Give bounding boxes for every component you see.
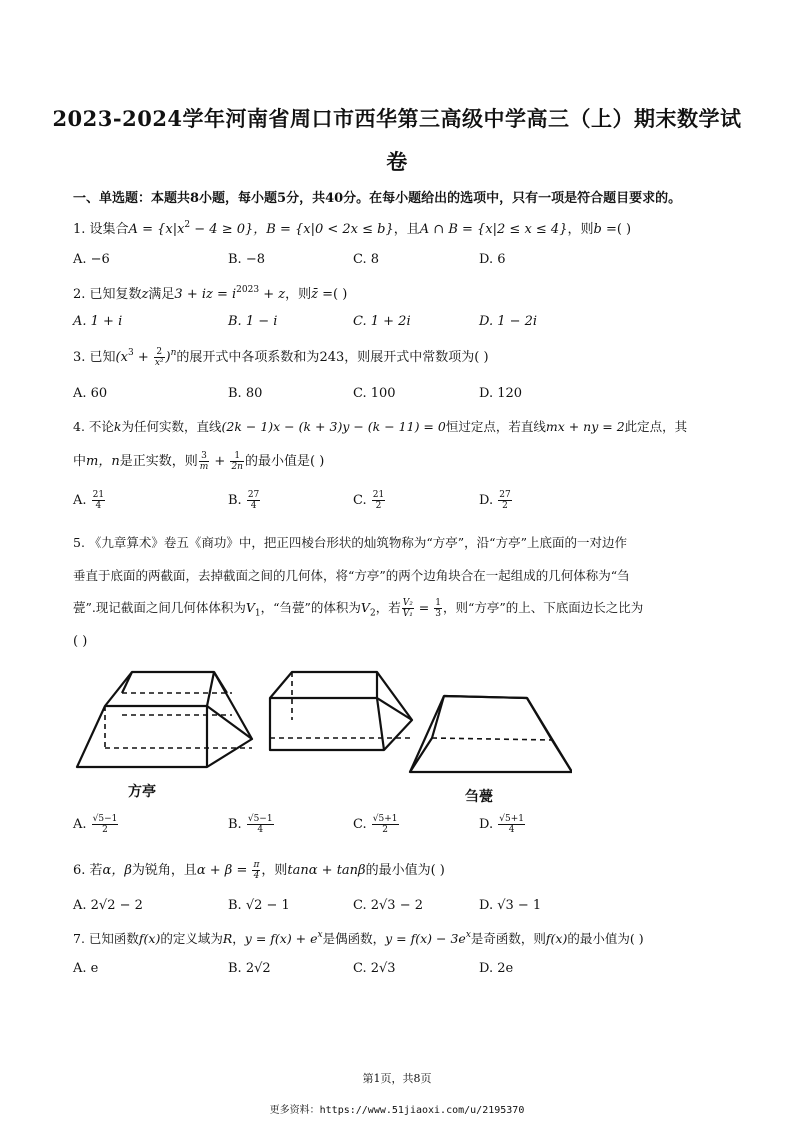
q5-ratio-den: V₁ — [402, 609, 413, 619]
q4-option-c-label: C. — [353, 493, 367, 508]
section-heading: 一、单选题：本题共8小题，每小题5分，共40分。在每小题给出的选项中，只有一项是符合题目要求的。 — [73, 191, 682, 206]
q6-mid: 为锐角，且 — [131, 863, 197, 878]
q4-text-c: 此定点，其 — [624, 419, 688, 434]
fig-caption-chumeng: 刍甍 — [465, 789, 493, 805]
q4-option-a-num: 21 — [92, 490, 105, 500]
question-5-line3 — [73, 598, 643, 619]
q4-mn: m，n — [86, 454, 120, 469]
q7-text-c: 是偶函数， — [322, 931, 386, 946]
q5-option-b-num: √5−1 — [247, 814, 273, 824]
q3-option-b: B. 80 — [228, 386, 263, 401]
q1-option-a: A. −6 — [73, 252, 110, 267]
q2-option-a: A. 1 + i — [73, 314, 123, 329]
q5-option-c — [353, 814, 400, 835]
q5-option-b-den: 4 — [257, 825, 264, 835]
q1-option-d: D. 6 — [479, 252, 506, 267]
q6-eq: α + β = — [196, 863, 252, 878]
q6-option-d: D. √3 − 1 — [479, 898, 542, 913]
q4-frac1 — [199, 451, 210, 472]
q7-e2: y = f(x) − 3e — [385, 931, 466, 946]
q7-e1: y = f(x) + e — [244, 931, 318, 946]
q5-ratio-num: V₂ — [402, 598, 413, 608]
question-6 — [73, 859, 445, 881]
q4-option-b-den: 4 — [250, 501, 257, 511]
q5-option-c-num: √5+1 — [372, 814, 398, 824]
question-3 — [73, 346, 489, 368]
q5-r-den: 3 — [435, 609, 441, 619]
q2-exp: 2023 — [236, 285, 260, 295]
q4-line-eq: (2k − 1)x − (k + 3)y − (k − 11) = 0 — [221, 419, 446, 434]
q5-r — [434, 598, 442, 619]
q2-zbar: z̄ — [311, 287, 318, 302]
q1-tail: ，则 — [567, 222, 594, 237]
q5-v2-sub: 2 — [369, 608, 376, 619]
question-4-line1 — [73, 417, 687, 435]
q5-v1-sub: 1 — [254, 608, 261, 619]
q7-prefix: 7. 已知函数 — [73, 931, 139, 946]
q3-expn: n — [170, 348, 177, 358]
q1-mid: ，且 — [393, 222, 420, 237]
q4-k: k — [113, 419, 122, 434]
q4-option-b — [228, 490, 261, 511]
q4-option-c-num: 21 — [372, 490, 385, 500]
q2-end: =( ) — [317, 287, 348, 302]
q2-option-d: D. 1 − 2i — [479, 314, 538, 329]
q3-frac-num: 2 — [154, 347, 165, 358]
q4-option-a-label: A. — [73, 493, 87, 508]
q5-option-a-den: 2 — [102, 825, 108, 835]
q6-ab: α，β — [102, 863, 132, 878]
q7-text-d: 是奇函数，则 — [470, 931, 546, 946]
q6-prefix: 6. 若 — [73, 863, 103, 878]
q3-plus: + — [133, 350, 153, 365]
q7-text-b: ， — [232, 931, 245, 946]
q5-ratio — [402, 598, 414, 619]
q5-text-c: ，若 — [375, 600, 401, 615]
q5-option-c-label: C. — [353, 817, 367, 832]
q4-option-d-den: 2 — [502, 501, 508, 511]
q5-option-d — [479, 814, 526, 835]
q3-prefix: 3. 已知 — [73, 350, 116, 365]
q3-tail: ，则展开式中常数项为( ) — [344, 350, 489, 365]
q4-line-eq2: mx + ny = 2 — [545, 419, 625, 434]
q4-line2-prefix: 中 — [73, 454, 87, 469]
q3-exp3: 3 — [127, 348, 134, 358]
q6-option-a: A. 2√2 − 2 — [73, 898, 143, 913]
question-5-line2: 垂直于底面的两截面，去掉截面之间的几何体，将“方亭”的两个边角块合在一起组成的几何体称为“刍 — [73, 568, 630, 583]
q4-frac1-num: 3 — [199, 451, 210, 462]
q7-x1: x — [317, 930, 323, 940]
q4-option-d — [479, 490, 513, 511]
q7-option-b: B. 2√2 — [228, 961, 271, 976]
q7-option-a: A. e — [73, 961, 99, 976]
exam-title-line1: 2023-2024学年河南省周口市西华第三高级中学高三（上）期末数学试 — [52, 106, 742, 131]
q6-option-b: B. √2 − 1 — [228, 898, 290, 913]
q5-r-num: 1 — [435, 598, 441, 608]
q4-line2-text-a: 是正实数，则 — [119, 454, 198, 469]
q5-text-d: ，则“方亭”的上、下底面边长之比为 — [442, 600, 644, 615]
q3-option-d: D. 120 — [479, 386, 523, 401]
q4-frac1-den: m — [199, 462, 209, 472]
q6-end: 的最小值为( ) — [365, 863, 445, 878]
q4-option-b-label: B. — [228, 493, 242, 508]
question-4-line2 — [73, 450, 324, 472]
q3-frac-den: x² — [154, 358, 164, 368]
q4-text-b: 恒过定点，若直线 — [445, 419, 546, 434]
q1-set-a-tail: − 4 ≥ 0}， — [190, 222, 267, 237]
q4-option-a-den: 4 — [95, 501, 102, 511]
q2-prefix: 2. 已知复数 — [73, 287, 142, 302]
page-footer: 第1页，共8页 — [362, 1072, 432, 1085]
q3-sum: 243 — [319, 350, 345, 365]
q2-eq-tail: + z — [259, 287, 286, 302]
q5-option-a-label: A. — [73, 817, 87, 832]
q1-option-c: C. 8 — [353, 252, 380, 267]
q7-text-a: 的定义域为 — [160, 931, 223, 946]
q7-x2: x — [465, 930, 471, 940]
q1-prefix: 1. 设集合 — [73, 222, 129, 237]
q4-option-c-den: 2 — [375, 501, 382, 511]
q1-exp: 2 — [184, 220, 191, 230]
q3-mid: 的展开式中各项系数和为 — [176, 350, 320, 365]
q4-plus: + — [210, 454, 230, 469]
q1-set-b: B = {x|0 < 2x ≤ b} — [266, 222, 394, 237]
q5-option-b — [228, 814, 275, 835]
q2-option-b: B. 1 − i — [228, 314, 278, 329]
q4-option-d-num: 27 — [499, 490, 511, 500]
q3-expr2: ) — [165, 350, 171, 365]
q4-option-c — [353, 490, 386, 511]
q4-text-a: 为任何实数，直线 — [121, 419, 222, 434]
q2-option-c: C. 1 + 2i — [353, 314, 411, 329]
q5-option-b-label: B. — [228, 817, 242, 832]
question-2 — [73, 283, 347, 302]
q5-text-b: ，“刍甍”的体积为 — [260, 600, 361, 615]
q6-tail: ，则 — [261, 863, 288, 878]
q5-text-a: 甍”.现记截面之间几何体体积为 — [73, 600, 246, 615]
q3-option-a: A. 60 — [73, 386, 108, 401]
q5-v2: V — [360, 600, 370, 615]
q7-option-c: C. 2√3 — [353, 961, 396, 976]
q4-option-d-label: D. — [479, 493, 494, 508]
q7-R: R — [222, 931, 233, 946]
q1-intersection: A ∩ B = {x|2 ≤ x ≤ 4} — [419, 222, 568, 237]
fig-caption-fangting: 方亭 — [128, 784, 156, 800]
question-7 — [73, 929, 644, 947]
q4-line2-text-b: 的最小值是( ) — [244, 454, 325, 469]
q5-v1: V — [245, 600, 255, 615]
q6-frac — [252, 860, 260, 881]
exam-title-line2: 卷 — [386, 149, 408, 174]
q7-option-d: D. 2e — [479, 961, 514, 976]
q5-eq: = — [414, 600, 434, 615]
q1-b: b — [593, 222, 602, 237]
q2-eq: 3 + iz = i — [174, 287, 237, 302]
question-1 — [73, 218, 631, 237]
q4-frac2 — [230, 451, 244, 472]
q5-option-a — [73, 814, 119, 835]
q2-mid: 满足 — [148, 287, 175, 302]
q3-option-c: C. 100 — [353, 386, 396, 401]
q3-fraction — [154, 347, 165, 368]
q4-frac2-den: 2n — [231, 462, 243, 472]
q2-tail: ，则 — [285, 287, 312, 302]
q7-f2: f(x) — [545, 931, 568, 946]
q7-end: 的最小值为( ) — [567, 931, 644, 946]
q4-option-b-num: 27 — [247, 490, 260, 500]
q1-set-a: A = {x|x — [128, 222, 185, 237]
question-5-line1: 5. 《九章算术》卷五《商功》中，把正四棱台形状的灿筑物称为“方亭”，沿“方亭”上底面的一对边作 — [73, 535, 627, 550]
q2-z: z — [141, 287, 149, 302]
q5-option-c-den: 2 — [382, 825, 388, 835]
q1-option-b: B. −8 — [228, 252, 265, 267]
q4-frac2-num: 1 — [230, 451, 244, 462]
q1-end: =( ) — [601, 222, 632, 237]
q6-option-c: C. 2√3 − 2 — [353, 898, 424, 913]
q5-option-a-num: √5−1 — [92, 814, 118, 824]
q5-option-d-label: D. — [479, 817, 494, 832]
q3-expr1: (x — [115, 350, 128, 365]
q6-frac-num: π — [253, 860, 260, 870]
q5-option-d-num: √5+1 — [499, 814, 524, 824]
q5-option-d-den: 4 — [508, 825, 515, 835]
q4-prefix: 4. 不论 — [73, 419, 114, 434]
q6-expr: tanα + tanβ — [287, 863, 366, 878]
q6-frac-den: 4 — [253, 871, 260, 881]
q7-f: f(x) — [138, 931, 161, 946]
q4-option-a — [73, 490, 106, 511]
question-5-line4: ( ) — [73, 634, 88, 649]
resource-link[interactable]: 更多资料：https://www.51jiaoxi.com/u/2195370 — [269, 1105, 525, 1116]
